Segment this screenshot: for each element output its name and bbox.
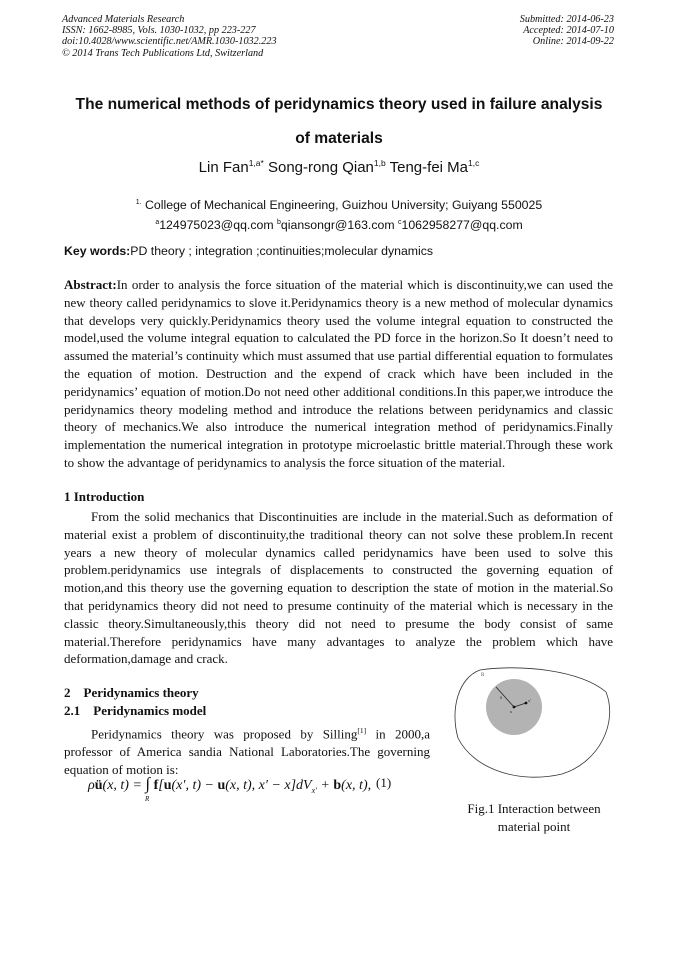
copyright-line: © 2014 Trans Tech Publications Ltd, Switzerland — [62, 47, 264, 59]
affiliation-text: College of Mechanical Engineering, Guizhou University; Guiyang 550025 — [145, 198, 543, 213]
author-sup: 1,a* — [248, 158, 264, 168]
title-line-2: of materials — [295, 130, 383, 147]
introduction-paragraph: From the solid mechanics that Discontinuities are include in the material.Such as deformation of material exist a problem of discontinuity,the traditional theory can not solve these problem.In recent years a new theory of molecular dynamics called peridynamics have been used to solve this problem.peridynamics use integrals of displacements to constructed the governing equation of motion,and this theory use the governing equation to description the state of motion in the material.So that peridynamics theory did not need to presume continuity of the material which is necessary in the classic theory.Simultaneously,this theory did not need to presume the body consist of same material.Therefore peridynamics have many advantages to analyze the problem which have deformation,damage and crack. — [64, 509, 613, 667]
caption-line-2: material point — [497, 819, 571, 834]
model-text-cont: in 2000,a professor of America sandia National Laboratories.The governing equation of motion is: — [64, 726, 430, 777]
keywords — [64, 244, 624, 258]
affiliation-marker: 1. — [135, 199, 142, 206]
email-a: 124975023@qq.com — [159, 218, 274, 233]
author-name: Teng-fei Ma — [389, 159, 468, 176]
affiliation — [0, 194, 678, 234]
author-list — [0, 158, 678, 176]
model-paragraph — [64, 722, 430, 779]
point-x-prime — [525, 702, 528, 705]
author-name: Lin Fan — [198, 159, 249, 176]
section-2-heading: 2 Peridynamics theory — [64, 685, 199, 700]
author-sup: 1,c — [468, 158, 480, 168]
issn-line: ISSN: 1662-8985, Vols. 1030-1032, pp 223-227 — [62, 25, 256, 37]
email-line — [0, 214, 678, 234]
citation-ref: [1] — [357, 726, 367, 735]
doi-line: doi:10.4028/www.scientific.net/AMR.1030-1032.223 — [62, 36, 277, 48]
label-delta: δ — [500, 695, 503, 700]
label-x-prime: x' — [528, 698, 532, 703]
abstract-text: In order to analysis the force situation of the material which is discontinuity,we can used the new theory called peridynamics to slove it.Peridynamics theory is a new method of molecular dynamics that develops very quickly.Peridynamics theory used the volume integral equation to constructed the model,used the volume integral equation to calculated the PD force in the horizon.So It doesn’t need to assumed the material’s continuity which must assumed that use partial differential equation to formulates the equation of motion. Destruction and the expend of crack which have been included in the peridynamics’ equation of motion.Do not need other additional conditions.In this paper,we introduce the peridynamics theory modeling method and introduce the relations between peridynamics and classic theory of mechanics.We also introduce the numerical integration method of peridynamics.Finally implementation the numerical integration in prototype microelastic brittle material.Through these work to show the advantage of peridynamics to analysis the force situation of the material. — [64, 277, 613, 470]
equation-body: ρü(x, t) = ∫ f[u(x′, t) − u(x, t), $x' - x]dV_{x'} + b(x$, t), — [88, 774, 372, 795]
accepted-date: Accepted: 2014-07-10 — [523, 25, 614, 37]
submitted-date: Submitted: 2014-06-23 — [519, 14, 614, 25]
integral-domain: R — [145, 795, 150, 803]
email-sup: c — [397, 219, 402, 227]
email-c: 1062958277@qq.com — [401, 218, 523, 233]
section-1-heading: 1 Introduction — [64, 489, 145, 504]
email-b: qiansongr@163.com — [280, 218, 395, 233]
model-text: Peridynamics theory was proposed by Silling — [91, 726, 358, 742]
abstract-label: Abstract: — [64, 277, 117, 292]
abstract — [64, 276, 613, 472]
figure-1-caption — [446, 800, 622, 836]
journal-header — [62, 14, 277, 59]
label-x: x — [510, 709, 513, 714]
title-line-1: The numerical methods of peridynamics theory used in failure analysis — [75, 96, 603, 113]
dates-header — [520, 14, 614, 48]
journal-name: Advanced Materials Research — [62, 14, 185, 25]
equation-number: (1) — [376, 775, 392, 790]
email-sup: b — [277, 219, 281, 227]
author-name: Song-rong Qian — [267, 159, 374, 176]
online-date: Online: 2014-09-22 — [532, 36, 614, 48]
point-x — [513, 706, 516, 709]
keywords-label: Key words: — [64, 244, 131, 258]
paper-title — [40, 88, 638, 156]
figure-1-diagram — [450, 662, 614, 782]
label-r: R — [481, 673, 485, 678]
author-sup: 1,b — [373, 158, 386, 168]
caption-line-1: Fig.1 Interaction between — [467, 801, 601, 816]
keywords-text: PD theory ; integration ;continuities;molecular dynamics — [130, 244, 434, 258]
section-2-1-heading: 2.1 Peridynamics model — [64, 703, 207, 718]
affiliation-line — [0, 194, 678, 214]
email-sup: a — [155, 219, 160, 227]
equation-1 — [88, 774, 428, 804]
